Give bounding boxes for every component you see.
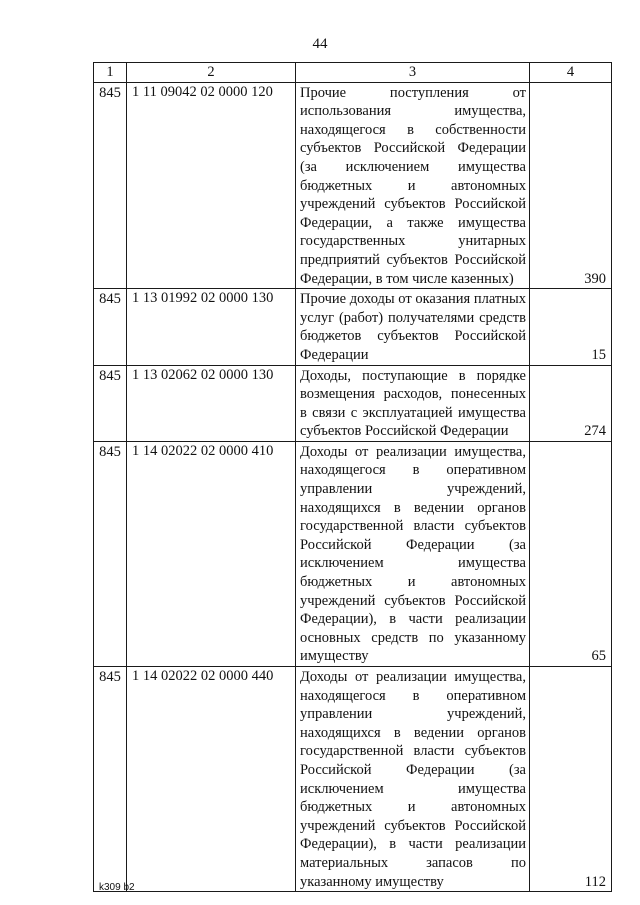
description-cell: Прочие доходы от оказания платных услуг (работ) получателями средств бюджетов субъектов Российской Федерации — [296, 289, 530, 365]
table-header-row — [94, 63, 612, 83]
table-row — [94, 365, 612, 441]
amount-cell: 112 — [530, 667, 612, 892]
description-cell: Доходы от реализации имущества, находящегося в оперативном управлении учреждений, находящихся в ведении органов государственной власти субъектов Российской Федерации (за исключением имущества бюджетных и автономных учреждений субъектов Российской Федерации), в части реализации материальных запасов по указанному имуществу — [296, 667, 530, 892]
table-row — [94, 82, 612, 289]
description-cell: Доходы от реализации имущества, находящегося в оперативном управлении учреждений, находящихся в ведении органов государственной власти субъектов Российской Федерации (за исключением имущества бюджетных и автономных учреждений субъектов Российской Федерации), в части реализации основных средств по указанному имуществу — [296, 441, 530, 666]
page-number: 44 — [312, 36, 328, 52]
admin-code-cell: 845 — [94, 441, 127, 666]
amount-cell: 274 — [530, 365, 612, 441]
description-cell: Прочие поступления от использования имущества, находящегося в собственности субъектов Российской Федерации (за исключением имущества бюджетных и автономных учреждений субъектов Российской Федерации, а также имущества государственных унитарных предприятий субъектов Российской Федерации, в том числе казенных) — [296, 82, 530, 289]
column-header: 3 — [296, 63, 530, 83]
document-code: k309 b2 — [99, 882, 135, 893]
column-header: 4 — [530, 63, 612, 83]
revenue-table — [93, 62, 612, 892]
budget-code-cell: 1 14 02022 02 0000 410 — [127, 441, 296, 666]
column-header: 2 — [127, 63, 296, 83]
budget-code-cell: 1 14 02022 02 0000 440 — [127, 667, 296, 892]
amount-cell: 390 — [530, 82, 612, 289]
table-row — [94, 667, 612, 892]
table-row — [94, 441, 612, 666]
admin-code-cell: 845 — [94, 365, 127, 441]
amount-cell: 65 — [530, 441, 612, 666]
budget-code-cell: 1 13 01992 02 0000 130 — [127, 289, 296, 365]
column-header: 1 — [94, 63, 127, 83]
admin-code-cell: 845 — [94, 667, 127, 892]
admin-code-cell: 845 — [94, 82, 127, 289]
admin-code-cell: 845 — [94, 289, 127, 365]
budget-code-cell: 1 13 02062 02 0000 130 — [127, 365, 296, 441]
budget-code-cell: 1 11 09042 02 0000 120 — [127, 82, 296, 289]
description-cell: Доходы, поступающие в порядке возмещения расходов, понесенных в связи с эксплуатацией имущества субъектов Российской Федерации — [296, 365, 530, 441]
amount-cell: 15 — [530, 289, 612, 365]
table-row — [94, 289, 612, 365]
